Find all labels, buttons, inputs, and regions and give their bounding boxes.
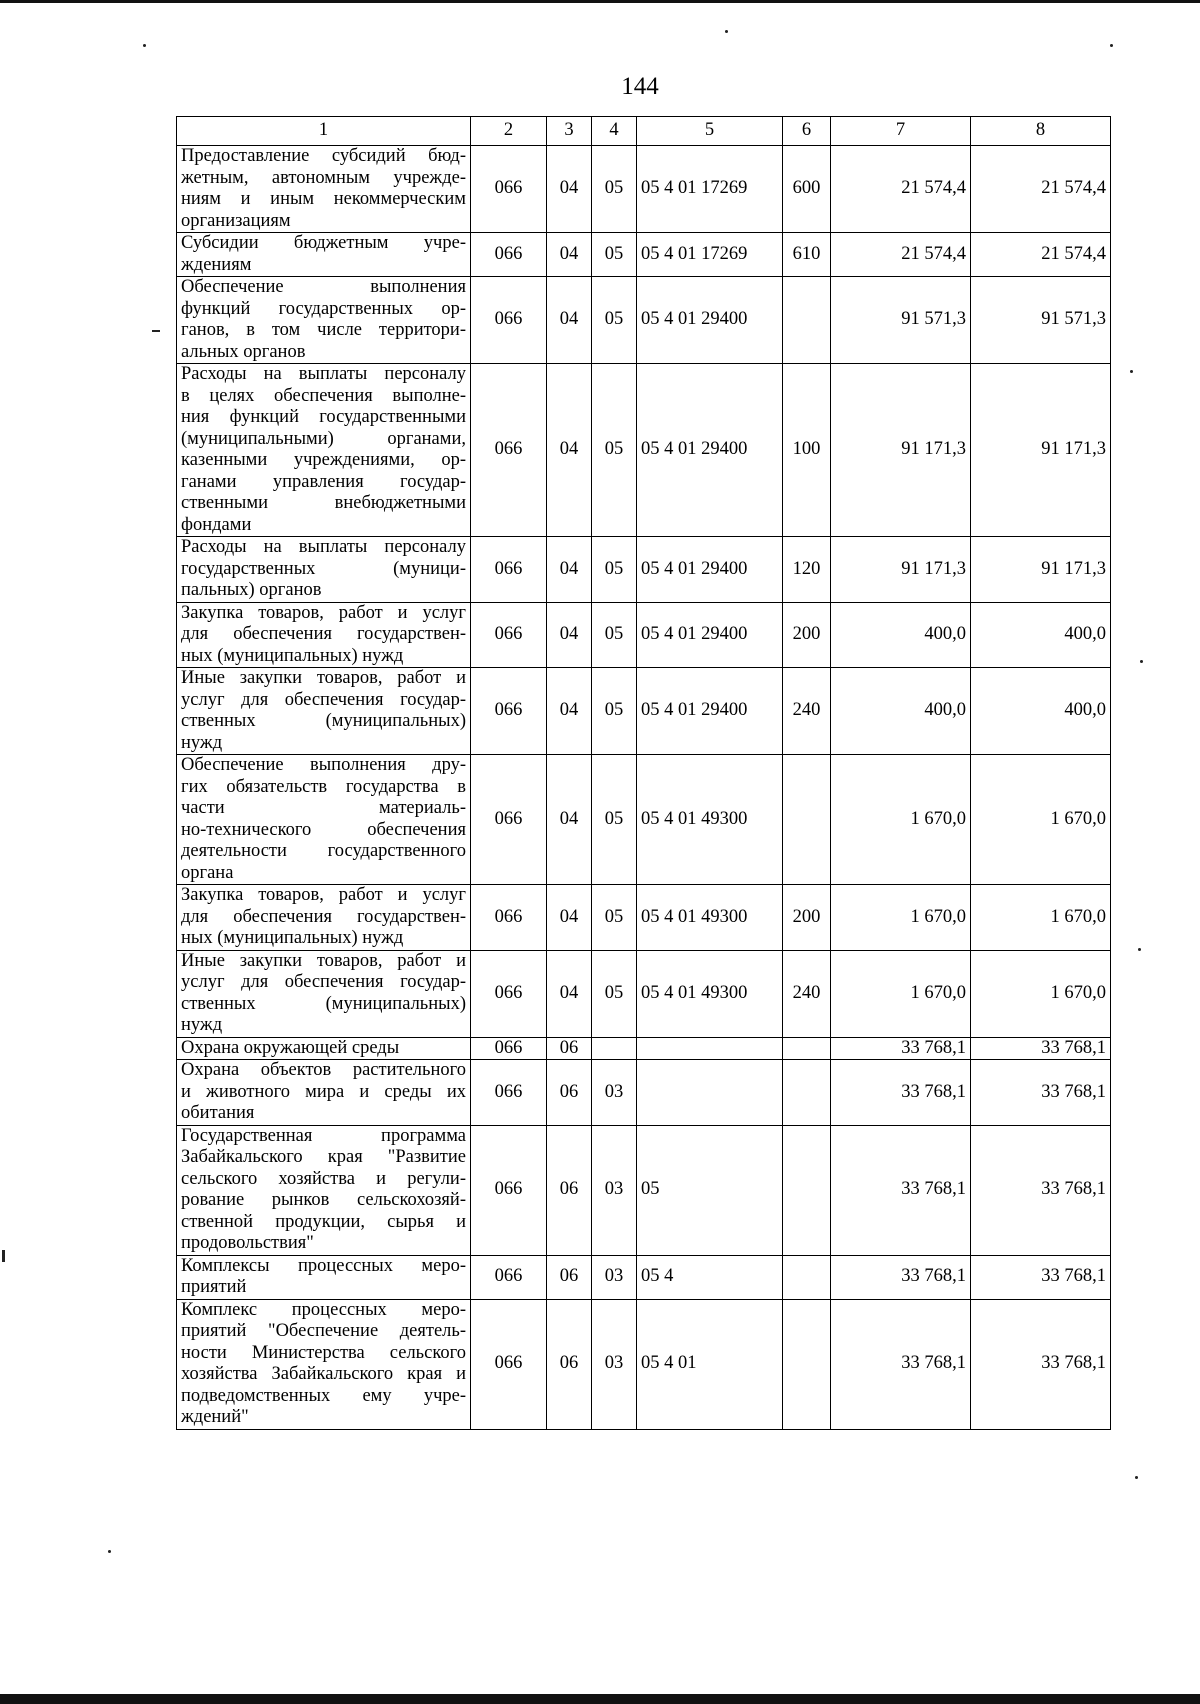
row-description (177, 1060, 471, 1126)
col3-cell: 04 (547, 537, 592, 603)
description-line: казенными учреждениями, ор- (181, 450, 466, 470)
scan-speck (1140, 660, 1143, 663)
col5-cell (637, 1037, 783, 1060)
scan-speck (725, 30, 728, 33)
description-line: подведомственных ему учре- (181, 1385, 466, 1406)
description-line: Расходы на выплаты персоналу (181, 364, 466, 384)
col8-cell: 21 574,4 (971, 146, 1111, 233)
col5-cell: 05 4 01 49300 (637, 950, 783, 1037)
header-row (177, 117, 1111, 146)
col5-cell: 05 4 01 29400 (637, 364, 783, 537)
col6-cell: 610 (783, 233, 831, 277)
col8-cell: 1 670,0 (971, 885, 1111, 951)
col3-cell: 04 (547, 364, 592, 537)
description-line: жетным, автономным учрежде- (181, 167, 466, 188)
col5-cell: 05 4 01 17269 (637, 233, 783, 277)
description-line: услуг для обеспечения государ- (181, 689, 466, 710)
col5-cell: 05 4 01 49300 (637, 755, 783, 885)
col8-cell: 33 768,1 (971, 1255, 1111, 1299)
col5-cell: 05 4 01 17269 (637, 146, 783, 233)
table-row (177, 602, 1111, 668)
col3-cell: 04 (547, 755, 592, 885)
table-row (177, 755, 1111, 885)
row-description (177, 755, 471, 885)
col8-cell: 1 670,0 (971, 950, 1111, 1037)
description-line: Охрана объектов растительного (181, 1060, 466, 1080)
row-description (177, 1037, 471, 1060)
row-description (177, 950, 471, 1037)
col7-cell: 33 768,1 (831, 1299, 971, 1429)
header-cell: 4 (592, 117, 637, 146)
description-line: ственными внебюджетными (181, 493, 466, 513)
table-row (177, 1255, 1111, 1299)
col7-cell: 400,0 (831, 602, 971, 668)
col2-cell: 066 (471, 755, 547, 885)
col7-cell: 33 768,1 (831, 1125, 971, 1255)
description-line: нужд (181, 732, 223, 753)
col6-cell (783, 1299, 831, 1429)
col7-cell: 1 670,0 (831, 950, 971, 1037)
table-row (177, 668, 1111, 755)
col4-cell: 05 (592, 233, 637, 277)
description-line: сельского хозяйства и регули- (181, 1168, 466, 1189)
header-cell: 7 (831, 117, 971, 146)
col5-cell: 05 4 (637, 1255, 783, 1299)
col4-cell: 05 (592, 950, 637, 1037)
col4-cell: 05 (592, 885, 637, 951)
row-description (177, 233, 471, 277)
description-line: государственных (муници- (181, 558, 466, 579)
col8-cell: 91 571,3 (971, 277, 1111, 364)
description-line: ных (муниципальных) нужд (181, 645, 404, 666)
description-line: услуг для обеспечения государ- (181, 972, 466, 992)
col3-cell: 04 (547, 885, 592, 951)
row-description (177, 885, 471, 951)
description-line: фондами (181, 514, 252, 535)
col6-cell (783, 277, 831, 364)
col7-cell: 21 574,4 (831, 233, 971, 277)
col8-cell: 91 171,3 (971, 537, 1111, 603)
col3-cell: 04 (547, 668, 592, 755)
col8-cell: 400,0 (971, 668, 1111, 755)
col7-cell: 33 768,1 (831, 1037, 971, 1060)
description-line: но-технического обеспечения (181, 819, 466, 840)
description-line: обитания (181, 1103, 255, 1123)
col8-cell: 33 768,1 (971, 1037, 1111, 1060)
description-line: и животного мира и среды их (181, 1081, 466, 1102)
scan-speck (143, 44, 146, 47)
row-description (177, 1125, 471, 1255)
col8-cell: 1 670,0 (971, 755, 1111, 885)
description-line: Закупка товаров, работ и услуг (181, 885, 466, 905)
scan-speck (1135, 1476, 1138, 1479)
row-description (177, 277, 471, 364)
description-line: хозяйства Забайкальского края и (181, 1364, 466, 1384)
description-line: Иные закупки товаров, работ и (181, 950, 466, 971)
col5-cell: 05 4 01 29400 (637, 602, 783, 668)
description-line: организациям (181, 210, 291, 231)
description-line: нужд (181, 1015, 223, 1035)
description-line: ственных (муниципальных) (181, 711, 466, 731)
scan-speck (108, 1550, 111, 1553)
col4-cell: 05 (592, 755, 637, 885)
header-cell: 3 (547, 117, 592, 146)
col2-cell: 066 (471, 277, 547, 364)
description-line: для обеспечения государствен- (181, 624, 466, 644)
table-row (177, 950, 1111, 1037)
col8-cell: 33 768,1 (971, 1299, 1111, 1429)
col8-cell: 33 768,1 (971, 1060, 1111, 1126)
description-line: ганов, в том числе территори- (181, 320, 466, 340)
scan-edge-bottom (0, 1694, 1200, 1704)
table-row (177, 537, 1111, 603)
description-line: функций государственных ор- (181, 298, 466, 319)
description-line: альных органов (181, 341, 306, 362)
col2-cell: 066 (471, 1037, 547, 1060)
description-line: Расходы на выплаты персоналу (181, 537, 466, 557)
header-cell: 1 (177, 117, 471, 146)
page-number: 144 (621, 73, 659, 100)
header-cell: 2 (471, 117, 547, 146)
col4-cell: 05 (592, 277, 637, 364)
description-line: гих обязательств государства в (181, 776, 466, 797)
col5-cell: 05 (637, 1125, 783, 1255)
description-line: деятельности государственного (181, 841, 466, 861)
col2-cell: 066 (471, 1255, 547, 1299)
col4-cell: 05 (592, 364, 637, 537)
col4-cell: 03 (592, 1125, 637, 1255)
description-line: ганами управления государ- (181, 471, 466, 492)
description-line: Комплекс процессных меро- (181, 1299, 466, 1320)
col4-cell: 05 (592, 668, 637, 755)
col3-cell: 04 (547, 233, 592, 277)
col2-cell: 066 (471, 233, 547, 277)
col8-cell: 33 768,1 (971, 1125, 1111, 1255)
scan-speck (1138, 948, 1141, 951)
description-line: части материаль- (181, 798, 466, 818)
col7-cell: 21 574,4 (831, 146, 971, 233)
description-line: Комплексы процессных меро- (181, 1255, 466, 1276)
header-cell: 6 (783, 117, 831, 146)
description-line: Иные закупки товаров, работ и (181, 668, 466, 688)
description-line: ждениям (181, 254, 252, 275)
col2-cell: 066 (471, 1125, 547, 1255)
table-body (177, 117, 1111, 1430)
table-row (177, 1037, 1111, 1060)
col6-cell: 240 (783, 668, 831, 755)
col2-cell: 066 (471, 885, 547, 951)
description-line: Обеспечение выполнения (181, 277, 466, 297)
col4-cell: 05 (592, 537, 637, 603)
col4-cell (592, 1037, 637, 1060)
description-line: Государственная программа (181, 1125, 466, 1146)
col6-cell (783, 1255, 831, 1299)
col2-cell: 066 (471, 602, 547, 668)
description-line: пальных) органов (181, 580, 322, 600)
col8-cell: 21 574,4 (971, 233, 1111, 277)
col3-cell: 04 (547, 146, 592, 233)
col6-cell: 200 (783, 885, 831, 951)
col5-cell: 05 4 01 29400 (637, 277, 783, 364)
description-line: для обеспечения государствен- (181, 906, 466, 927)
col2-cell: 066 (471, 146, 547, 233)
description-line: ния функций государственными (181, 407, 466, 427)
row-description (177, 602, 471, 668)
col6-cell: 240 (783, 950, 831, 1037)
col7-cell: 91 171,3 (831, 537, 971, 603)
col7-cell: 91 171,3 (831, 364, 971, 537)
col7-cell: 1 670,0 (831, 755, 971, 885)
col3-cell: 06 (547, 1060, 592, 1126)
description-line: Закупка товаров, работ и услуг (181, 602, 466, 623)
col5-cell: 05 4 01 (637, 1299, 783, 1429)
description-line: ниям и иным некоммерческим (181, 189, 466, 209)
col6-cell: 600 (783, 146, 831, 233)
description-line: Охрана окружающей среды (181, 1037, 400, 1058)
col7-cell: 33 768,1 (831, 1060, 971, 1126)
description-line: Субсидии бюджетным учре- (181, 233, 466, 253)
row-description (177, 537, 471, 603)
col4-cell: 05 (592, 602, 637, 668)
description-line: ственных (муниципальных) (181, 993, 466, 1014)
col6-cell (783, 755, 831, 885)
row-description (177, 1299, 471, 1429)
col4-cell: 03 (592, 1060, 637, 1126)
col3-cell: 06 (547, 1255, 592, 1299)
row-description (177, 668, 471, 755)
description-line: ности Министерства сельского (181, 1342, 466, 1363)
description-line: Предоставление субсидий бюд- (181, 146, 466, 166)
description-line: ственной продукции, сырья и (181, 1211, 466, 1232)
col4-cell: 05 (592, 146, 637, 233)
col3-cell: 04 (547, 602, 592, 668)
description-line: ждений" (181, 1407, 249, 1427)
description-line: органа (181, 862, 234, 883)
row-description (177, 1255, 471, 1299)
col6-cell: 200 (783, 602, 831, 668)
description-line: ных (муниципальных) нужд (181, 928, 404, 948)
table-row (177, 233, 1111, 277)
col7-cell: 400,0 (831, 668, 971, 755)
col7-cell: 1 670,0 (831, 885, 971, 951)
header-cell: 8 (971, 117, 1111, 146)
table-row (177, 277, 1111, 364)
col2-cell: 066 (471, 668, 547, 755)
col8-cell: 400,0 (971, 602, 1111, 668)
col5-cell (637, 1060, 783, 1126)
description-line: Обеспечение выполнения дру- (181, 755, 466, 775)
col4-cell: 03 (592, 1299, 637, 1429)
col6-cell (783, 1037, 831, 1060)
table-row (177, 1060, 1111, 1126)
col2-cell: 066 (471, 1060, 547, 1126)
col5-cell: 05 4 01 29400 (637, 537, 783, 603)
table-row (177, 1299, 1111, 1429)
col7-cell: 91 571,3 (831, 277, 971, 364)
col3-cell: 06 (547, 1037, 592, 1060)
description-line: (муниципальными) органами, (181, 428, 466, 449)
table-row (177, 885, 1111, 951)
col3-cell: 06 (547, 1299, 592, 1429)
table-row (177, 364, 1111, 537)
col2-cell: 066 (471, 950, 547, 1037)
row-description (177, 146, 471, 233)
description-line: продовольствия" (181, 1233, 314, 1253)
col2-cell: 066 (471, 537, 547, 603)
col4-cell: 03 (592, 1255, 637, 1299)
description-line: Забайкальского края "Развитие (181, 1147, 466, 1167)
col2-cell: 066 (471, 364, 547, 537)
header-cell: 5 (637, 117, 783, 146)
col5-cell: 05 4 01 49300 (637, 885, 783, 951)
col3-cell: 04 (547, 277, 592, 364)
description-line: приятий "Обеспечение деятель- (181, 1321, 466, 1341)
col5-cell: 05 4 01 29400 (637, 668, 783, 755)
scan-speck (1130, 370, 1133, 373)
scan-speck (152, 330, 160, 332)
col7-cell: 33 768,1 (831, 1255, 971, 1299)
scan-speck (1110, 44, 1113, 47)
col6-cell (783, 1060, 831, 1126)
col6-cell: 100 (783, 364, 831, 537)
row-description (177, 364, 471, 537)
col6-cell: 120 (783, 537, 831, 603)
description-line: приятий (181, 1277, 247, 1297)
col2-cell: 066 (471, 1299, 547, 1429)
scan-edge-top (0, 0, 1200, 3)
budget-table (176, 116, 1111, 1430)
col6-cell (783, 1125, 831, 1255)
description-line: в целях обеспечения выполне- (181, 385, 466, 406)
description-line: рование рынков сельскохозяй- (181, 1190, 466, 1210)
table-row (177, 146, 1111, 233)
col8-cell: 91 171,3 (971, 364, 1111, 537)
scan-speck (2, 1250, 5, 1262)
table-row (177, 1125, 1111, 1255)
col3-cell: 06 (547, 1125, 592, 1255)
col3-cell: 04 (547, 950, 592, 1037)
